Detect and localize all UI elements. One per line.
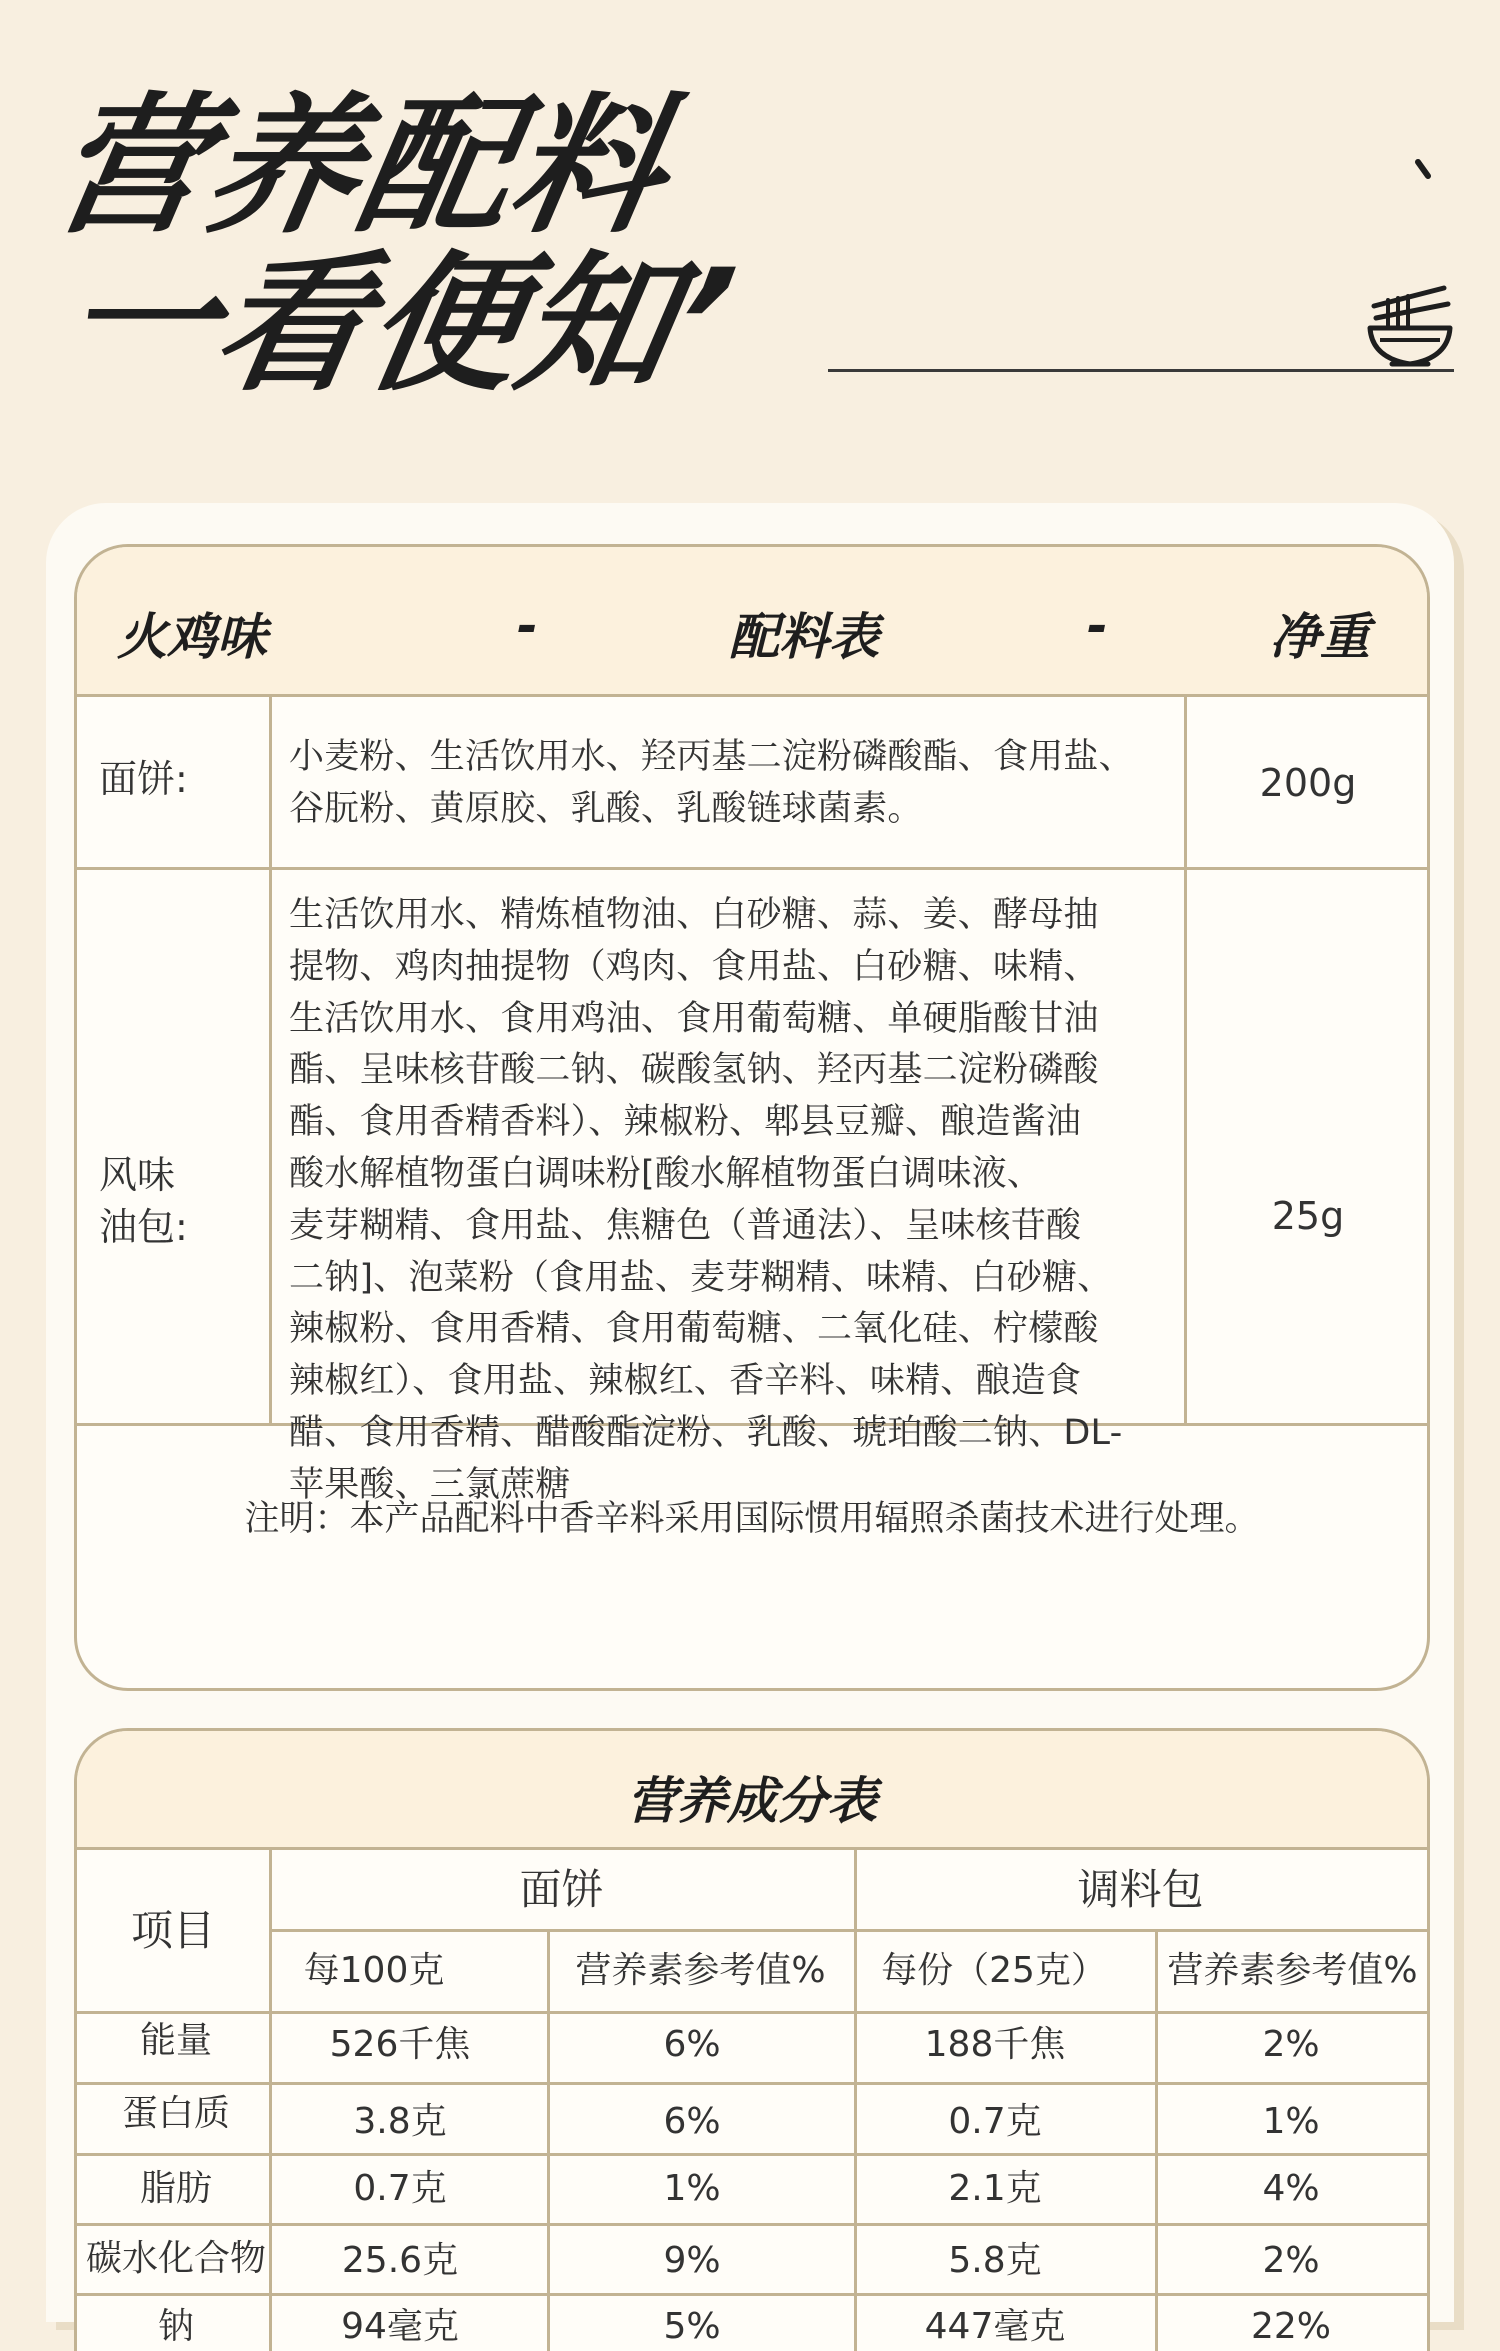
nrv-header: 营养素参考值% — [575, 1950, 826, 1991]
hero-title-line-1: 营养配料 — [41, 80, 681, 254]
ingredient-line: 苹果酸、三氯蔗糖 — [289, 1464, 571, 1505]
nutrient-nrv: 2% — [1262, 2240, 1320, 2281]
nutrition-table — [74, 1728, 1430, 2351]
nutrient-value: 0.7克 — [353, 2168, 447, 2209]
ingredient-line: 酯、呈味核苷酸二钠、碳酸氢钠、羟丙基二淀粉磷酸 — [289, 1050, 1099, 1091]
item-header: 项目 — [130, 1906, 215, 1955]
nutrient-nrv: 5% — [663, 2306, 721, 2347]
nutrient-value: 526千焦 — [329, 2024, 471, 2065]
nutrient-value: 2.1克 — [948, 2168, 1042, 2209]
net-weight-header: 净重 — [1270, 608, 1370, 666]
accent-mark-icon — [1414, 158, 1436, 188]
row-divider — [77, 867, 1427, 870]
flavor-name: 火鸡味 — [117, 608, 267, 666]
oil-packet-ingredients — [289, 890, 1169, 1512]
header-dash: - — [1087, 597, 1108, 655]
hero-title-line-2: 一看便知’ — [49, 238, 748, 412]
nutrient-nrv: 6% — [663, 2024, 721, 2065]
nutrient-value: 94毫克 — [341, 2306, 459, 2347]
row-divider — [77, 2082, 1427, 2085]
nutrient-nrv: 2% — [1262, 2024, 1320, 2065]
ingredients-header — [77, 547, 1427, 697]
irradiation-note: 注明：本产品配料中香辛料采用国际惯用辐照杀菌技术进行处理。 — [244, 1499, 1260, 1539]
nutrient-name: 脂肪 — [139, 2168, 212, 2209]
ingredient-line: 酯、食用香精香料）、辣椒粉、郫县豆瓣、酿造酱油 — [289, 1102, 1082, 1143]
ingredient-line: 酸水解植物蛋白调味粉[酸水解植物蛋白调味液、 — [289, 1153, 1043, 1194]
per-100g-header: 每100克 — [303, 1950, 445, 1991]
ingredients-table — [74, 544, 1430, 1691]
row-divider — [77, 2293, 1427, 2296]
noodle-cake-label: 面饼: — [99, 757, 188, 801]
noodle-cake-weight: 200g — [1259, 761, 1357, 805]
noodle-cake-group-header: 面饼 — [519, 1865, 604, 1914]
nutrient-nrv: 9% — [663, 2240, 721, 2281]
nutrient-name: 能量 — [139, 2020, 212, 2061]
nutrient-nrv: 4% — [1262, 2168, 1320, 2209]
column-divider — [547, 1929, 550, 2351]
ingredient-line: 麦芽糊精、食用盐、焦糖色（普通法）、呈味核苷酸 — [289, 1205, 1082, 1246]
nutrient-value: 447毫克 — [924, 2306, 1066, 2347]
oil-packet-weight: 25g — [1271, 1194, 1345, 1238]
nutrient-nrv: 6% — [663, 2101, 721, 2142]
nrv-header: 营养素参考值% — [1167, 1950, 1418, 1991]
column-divider — [269, 694, 272, 1423]
column-divider — [1155, 1929, 1158, 2351]
header-dash: - — [517, 597, 538, 655]
nutrient-nrv: 1% — [1262, 2101, 1320, 2142]
content-card — [46, 503, 1454, 2347]
ingredient-line: 小麦粉、生活饮用水、羟丙基二淀粉磷酸酯、食用盐、 — [289, 737, 1134, 777]
ingredient-line: 谷朊粉、黄原胶、乳酸、乳酸链球菌素。 — [289, 788, 923, 829]
nutrient-value: 5.8克 — [948, 2240, 1042, 2281]
nutrient-value: 25.6克 — [341, 2240, 459, 2281]
nutrient-value: 188千焦 — [924, 2024, 1066, 2065]
ingredient-line: 辣椒红）、食用盐、辣椒红、香辛料、味精、酿造食 — [289, 1361, 1082, 1402]
row-divider — [77, 2153, 1427, 2156]
nutrient-name: 钠 — [157, 2306, 194, 2347]
nutrition-title: 营养成分表 — [627, 1772, 877, 1830]
ingredient-line: 辣椒粉、食用香精、食用葡萄糖、二氧化硅、柠檬酸 — [289, 1309, 1099, 1350]
hero-banner — [0, 0, 1500, 480]
nutrition-header — [77, 1731, 1427, 1850]
seasoning-group-header: 调料包 — [1077, 1865, 1204, 1914]
oil-packet-label: 风味 油包: — [99, 1153, 188, 1249]
nutrient-nrv: 22% — [1250, 2306, 1331, 2347]
row-divider — [77, 2223, 1427, 2226]
noodle-cake-ingredients — [289, 732, 1169, 836]
nutrient-nrv: 1% — [663, 2168, 721, 2209]
row-divider — [77, 2011, 1427, 2014]
noodle-bowl-icon — [1366, 284, 1454, 368]
nutrient-value: 0.7克 — [948, 2101, 1042, 2142]
ingredient-line: 生活饮用水、食用鸡油、食用葡萄糖、单硬脂酸甘油 — [289, 998, 1099, 1039]
per-serving-header: 每份（25克） — [881, 1950, 1107, 1991]
ingredient-line: 提物、鸡肉抽提物（鸡肉、食用盐、白砂糖、味精、 — [289, 946, 1099, 987]
nutrient-value: 3.8克 — [353, 2101, 447, 2142]
row-divider — [269, 1929, 1427, 1932]
column-divider — [1184, 694, 1187, 1423]
ingredient-line: 二钠]、泡菜粉（食用盐、麦芽糊精、味精、白砂糖、 — [289, 1257, 1113, 1298]
ingredient-line: 醋、食用香精、醋酸酯淀粉、乳酸、琥珀酸二钠、DL- — [289, 1412, 1123, 1453]
ingredients-title: 配料表 — [729, 608, 879, 666]
nutrient-name: 碳水化合物 — [85, 2238, 266, 2279]
nutrient-name: 蛋白质 — [121, 2093, 230, 2134]
hero-divider — [828, 369, 1454, 372]
ingredient-line: 生活饮用水、精炼植物油、白砂糖、蒜、姜、酵母抽 — [289, 895, 1099, 935]
